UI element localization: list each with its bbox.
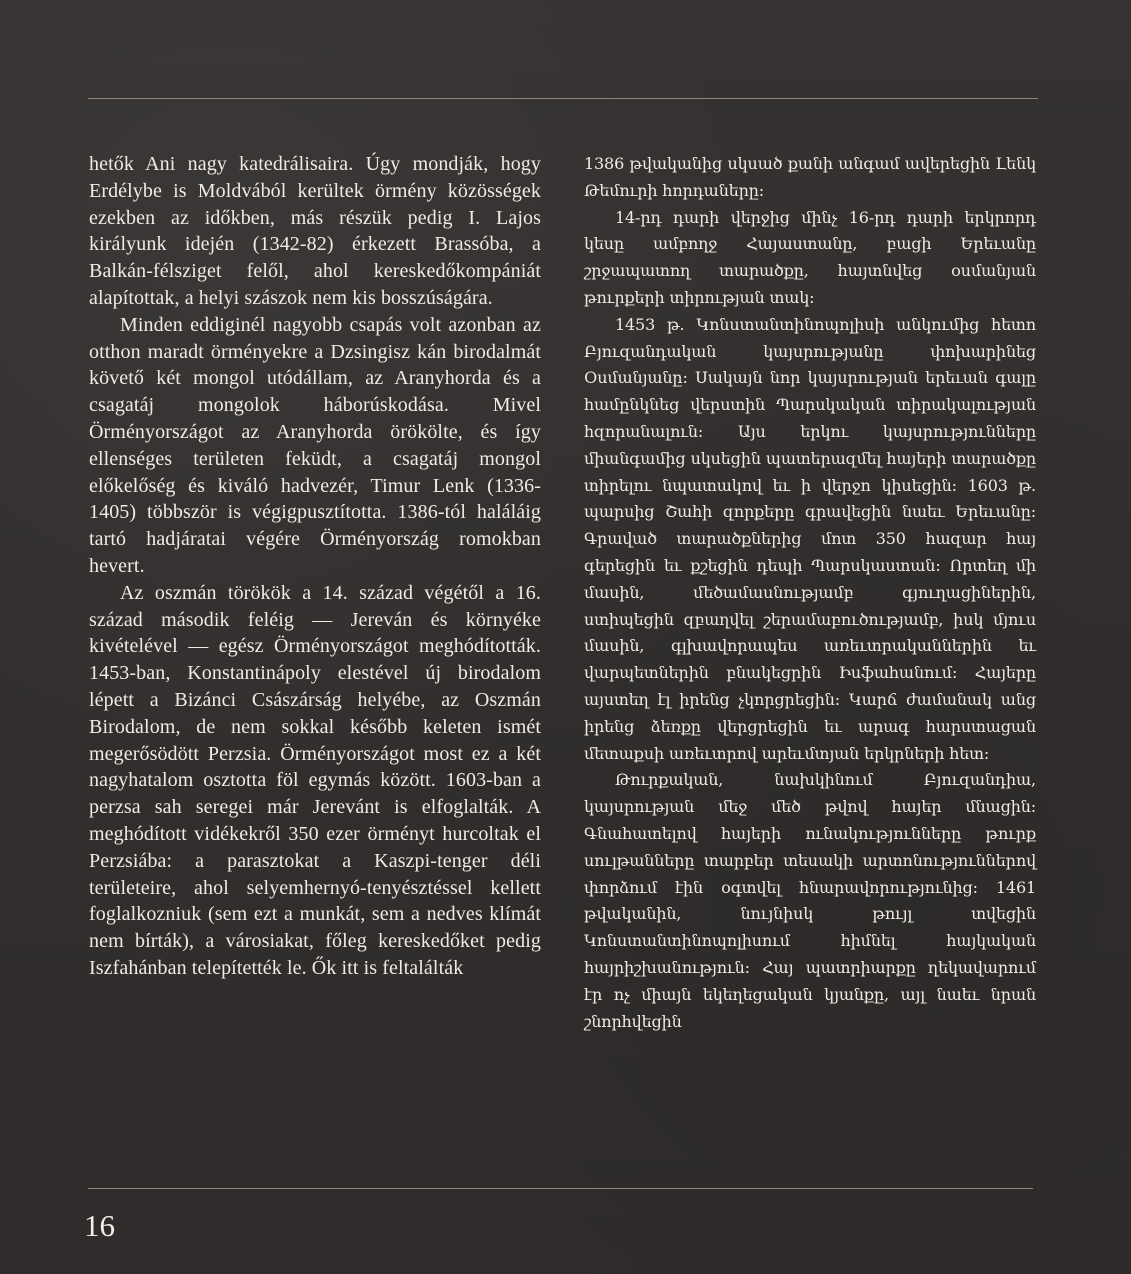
- right-text-column: [584, 151, 1036, 1035]
- left-paragraph-1: hetők Ani nagy katedrálisaira. Úgy mondják, hogy Erdélybe is Moldvából kerültek örmény közösségek ezekben az időkben, más részük pedig I. Lajos királyunk idején (1342-82) érkezett Brassóba, a Balkán-félsziget felől, ahol kereskedőkompániát alapítottak, a helyi szászok nem kis bosszúságára.: [89, 153, 541, 309]
- page-number: 16: [84, 1208, 115, 1243]
- left-paragraph-3: Az oszmán törökök a 14. század végétől a 16. század második feléig — Jereván és környéke kivételével — egész Örményországot meghódították. 1453-ban, Konstantinápoly elestével új birodalom lépett a Bizánci Császárság helyébe, az Oszmán Birodalom, de nem sokkal később keleten ismét megerősödött Perzsia. Örményországot most ez a két nagyhatalom osztotta föl egymás között. 1603-ban a perzsa sah seregei már Jerevánt is elfoglalták. A meghódított vidékekről 350 ezer örményt hurcoltak el Perzsiába: a parasztokat a Kaszpi-tenger déli területeire, ahol selyemhernyó-tenyésztéssel kellett foglalkozniuk (sem ezt a munkát, sem a nedves klímát nem bírták), a városiakat, főleg kereskedőket pedig Iszfahánban telepítették le. Ők itt is feltalálták: [89, 581, 541, 979]
- left-text-column: [89, 151, 541, 982]
- top-divider: [88, 98, 1038, 99]
- left-paragraph-2: Minden eddiginél nagyobb csapás volt azonban az otthon maradt örményekre a Dzsingisz kán birodalmát követő két mongol utódállam, az Aranyhorda és a csagatáj mongolok háborúskodása. Mivel Örményországot az Aranyhorda örökölte, és így ellenséges területen feküdt, a csagatáj mongol előkelőség és kiváló hadvezér, Timur Lenk (1336-1405) többször is végigpusztította. 1386-tól haláláig tartó hadjáratai végére Örményország romokban hevert.: [89, 313, 541, 577]
- right-paragraph-2: 14-րդ դարի վերջից մինչ 16-րդ դարի երկրորդ կեսը ամբողջ Հայաստանը, բացի Երեւանը շրջապատող տարածքը, հայտնվեց օսմանյան թուրքերի տիրության տակ:: [584, 207, 1036, 307]
- bottom-divider: [88, 1188, 1033, 1189]
- right-paragraph-4: Թուրքական, նախկինում Բյուզանդիա, կայսրության մեջ մեծ թվով հայեր մնացին: Գնահատելով հայերի ունակությունները թուրք սուլթանները տարբեր տեսակի արտոնություններով փորձում էին օգտվել հնարավորությունից: 1461 թվականին, նույնիսկ թույլ տվեցին Կոնստանտինոպոլիսում հիմնել հայկական հայրիշխանություն: Հայ պատրիարքը ղեկավարում էր ոչ միայն եկեղեցական կյանքը, այլ նաեւ նրան շնորհվեցին: [584, 770, 1036, 1031]
- right-paragraph-3: 1453 թ. Կոնստանտինոպոլիսի անկումից հետո Բյուզանդական կայսրությանը փոխարինեց Օսմանյանը: Սակայն նոր կայսրության երեւան գալը համընկնեց վերստին Պարսկական տիրակալության հզորանալուն: Այս երկու կայսրությունները միանգամից սկսեցին պատերազմել հայերի տարածքը տիրելու նպատակով եւ ի վերջո կիսեցին: 1603 թ. պարսից Շահի զորքերը գրավեցին նաեւ Երեւանը: Գրաված տարածքներից մոտ 350 հազար հայ գերեցին եւ քշեցին դեպի Պարսկաստան: Որտեղ մի մասին, մեծամասնությամբ գյուղացիներին, ստիպեցին զբաղվել շերամաբուծությամբ, իսկ մյուս մասին, գլխավորապես առեւտրականներին եւ վարպետներին բնակեցրին Իսֆահանում: Հայերը այստեղ էլ իրենց չկորցրեցին: Կարճ ժամանակ անց իրենց ձեռքը վերցրեցին եւ արագ հարստացան մետաքսի առեւտրով արեւմտյան երկրների հետ:: [584, 314, 1036, 763]
- right-paragraph-1: 1386 թվականից սկսած քանի անգամ ավերեցին Լենկ Թեմուրի հորդաները:: [584, 154, 1036, 200]
